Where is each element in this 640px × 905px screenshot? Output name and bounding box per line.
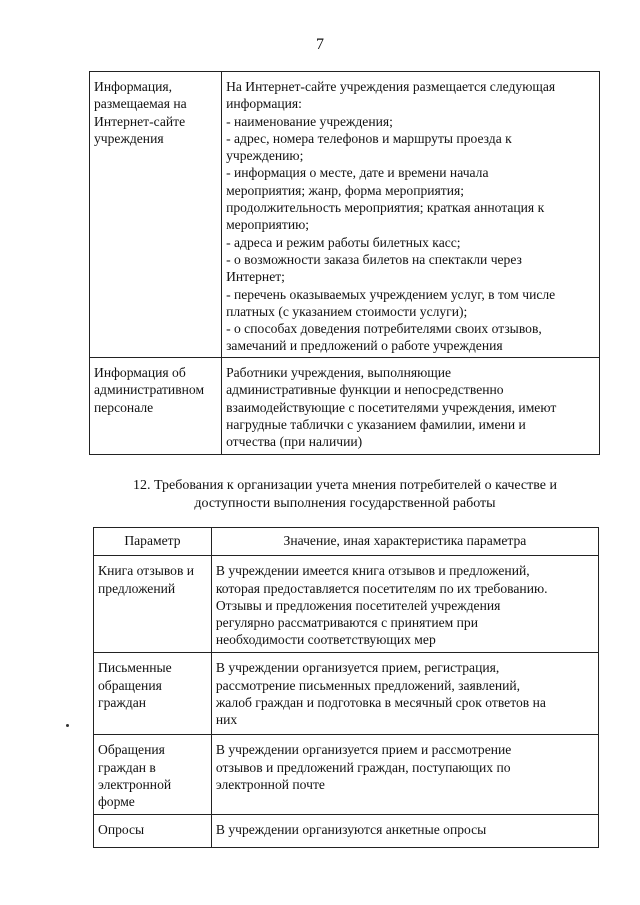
value-cell (211, 735, 598, 815)
section-heading-line: доступности выполнения государственной работы (194, 495, 496, 511)
value-text: В учреждении организуется прием, регистрация, (215, 660, 500, 676)
param-cell (94, 556, 212, 653)
param-text: предложений (98, 580, 176, 596)
value-text: - адреса и режим работы билетных касс; (226, 234, 461, 250)
value-cell (211, 815, 598, 848)
internet-info-table (89, 71, 600, 455)
value-cell (222, 358, 600, 455)
column-header-param: Параметр (94, 528, 212, 556)
value-text: На Интернет-сайте учреждения размещается следующая (226, 79, 556, 94)
value-text: платных (с указанием стоимости услуги); (226, 303, 468, 319)
param-text: форме (98, 794, 135, 810)
value-text: необходимости соответствующих мер (215, 632, 436, 648)
value-text: Интернет; (226, 269, 285, 285)
param-text: граждан в (98, 759, 156, 775)
param-text: граждан (98, 694, 147, 710)
table-header-row (94, 528, 599, 556)
param-cell (94, 815, 212, 848)
value-cell (222, 72, 600, 358)
value-text: - адрес, номера телефонов и маршруты проезда к (226, 130, 512, 146)
param-text: Письменные (98, 660, 172, 676)
section-heading (90, 477, 600, 512)
value-cell (211, 653, 598, 735)
value-text: рассмотрение письменных предложений, заявлений, (215, 677, 521, 693)
param-text: административном (94, 382, 205, 398)
value-text: - наименование учреждения; (226, 113, 393, 129)
param-text: Интернет-сайте (94, 113, 186, 129)
table-row (90, 72, 600, 358)
value-text: замечаний и предложений о работе учреждения (226, 338, 503, 354)
param-cell (90, 72, 222, 358)
value-text: В учреждении имеется книга отзывов и предложений, (215, 563, 530, 579)
param-text: Книга отзывов и (98, 563, 195, 579)
scan-speck (66, 724, 69, 727)
value-text: нагрудные таблички с указанием фамилии, имени и (226, 416, 526, 432)
value-text: информация: (226, 96, 302, 112)
param-text: Информация, (94, 79, 173, 94)
value-text: мероприятия; жанр, форма мероприятия; (226, 182, 465, 198)
value-text: - информация о месте, дате и времени начала (226, 165, 489, 181)
value-text: которая предоставляется посетителям по их требованию. (215, 580, 548, 596)
value-text: отзывов и предложений граждан, поступающих по (215, 759, 511, 775)
value-text: них (215, 712, 238, 728)
value-text: продолжительность мероприятия; краткая аннотация к (226, 200, 545, 216)
table-row (94, 653, 599, 735)
param-text: персонале (94, 399, 154, 415)
param-text: Информация об (94, 365, 186, 380)
param-text: электронной (98, 776, 172, 792)
param-cell (90, 358, 222, 455)
value-text: отчества (при наличии) (226, 434, 363, 450)
value-text: Отзывы и предложения посетителей учреждения (215, 597, 501, 613)
value-text: - перечень оказываемых учреждением услуг, в том числе (226, 286, 556, 302)
value-text: В учреждении организуется прием и рассмотрение (215, 742, 512, 758)
table-row (94, 735, 599, 815)
page-number: 7 (316, 36, 324, 53)
param-text: учреждения (94, 130, 164, 146)
column-header-value: Значение, иная характеристика параметра (211, 528, 598, 556)
param-text: размещаемая на (94, 96, 187, 112)
value-text: электронной почте (215, 776, 325, 792)
value-text: Работники учреждения, выполняющие (226, 365, 452, 380)
value-text: мероприятию; (226, 217, 310, 233)
value-text: взаимодействующие с посетителями учреждения, имеют (226, 399, 557, 415)
table-row (94, 556, 599, 653)
table-row (90, 358, 600, 455)
value-cell (211, 556, 598, 653)
param-text: Опросы (98, 822, 145, 838)
param-cell (94, 735, 212, 815)
feedback-requirements-table (93, 527, 599, 848)
value-text: жалоб граждан и подготовка в месячный срок ответов на (215, 694, 546, 710)
value-text: - о возможности заказа билетов на спектакли через (226, 251, 522, 267)
section-heading-line: 12. Требования к организации учета мнения потребителей о качестве и (133, 478, 557, 493)
table-row (94, 815, 599, 848)
param-text: Обращения (98, 742, 165, 758)
value-text: - о способах доведения потребителями своих отзывов, (226, 321, 542, 337)
value-text: В учреждении организуются анкетные опросы (215, 822, 487, 838)
value-text: регулярно рассматриваются с принятием при (215, 615, 478, 631)
value-text: учреждению; (226, 148, 304, 164)
value-text: административные функции и непосредственно (226, 382, 504, 398)
param-text: обращения (98, 677, 162, 693)
param-cell (94, 653, 212, 735)
